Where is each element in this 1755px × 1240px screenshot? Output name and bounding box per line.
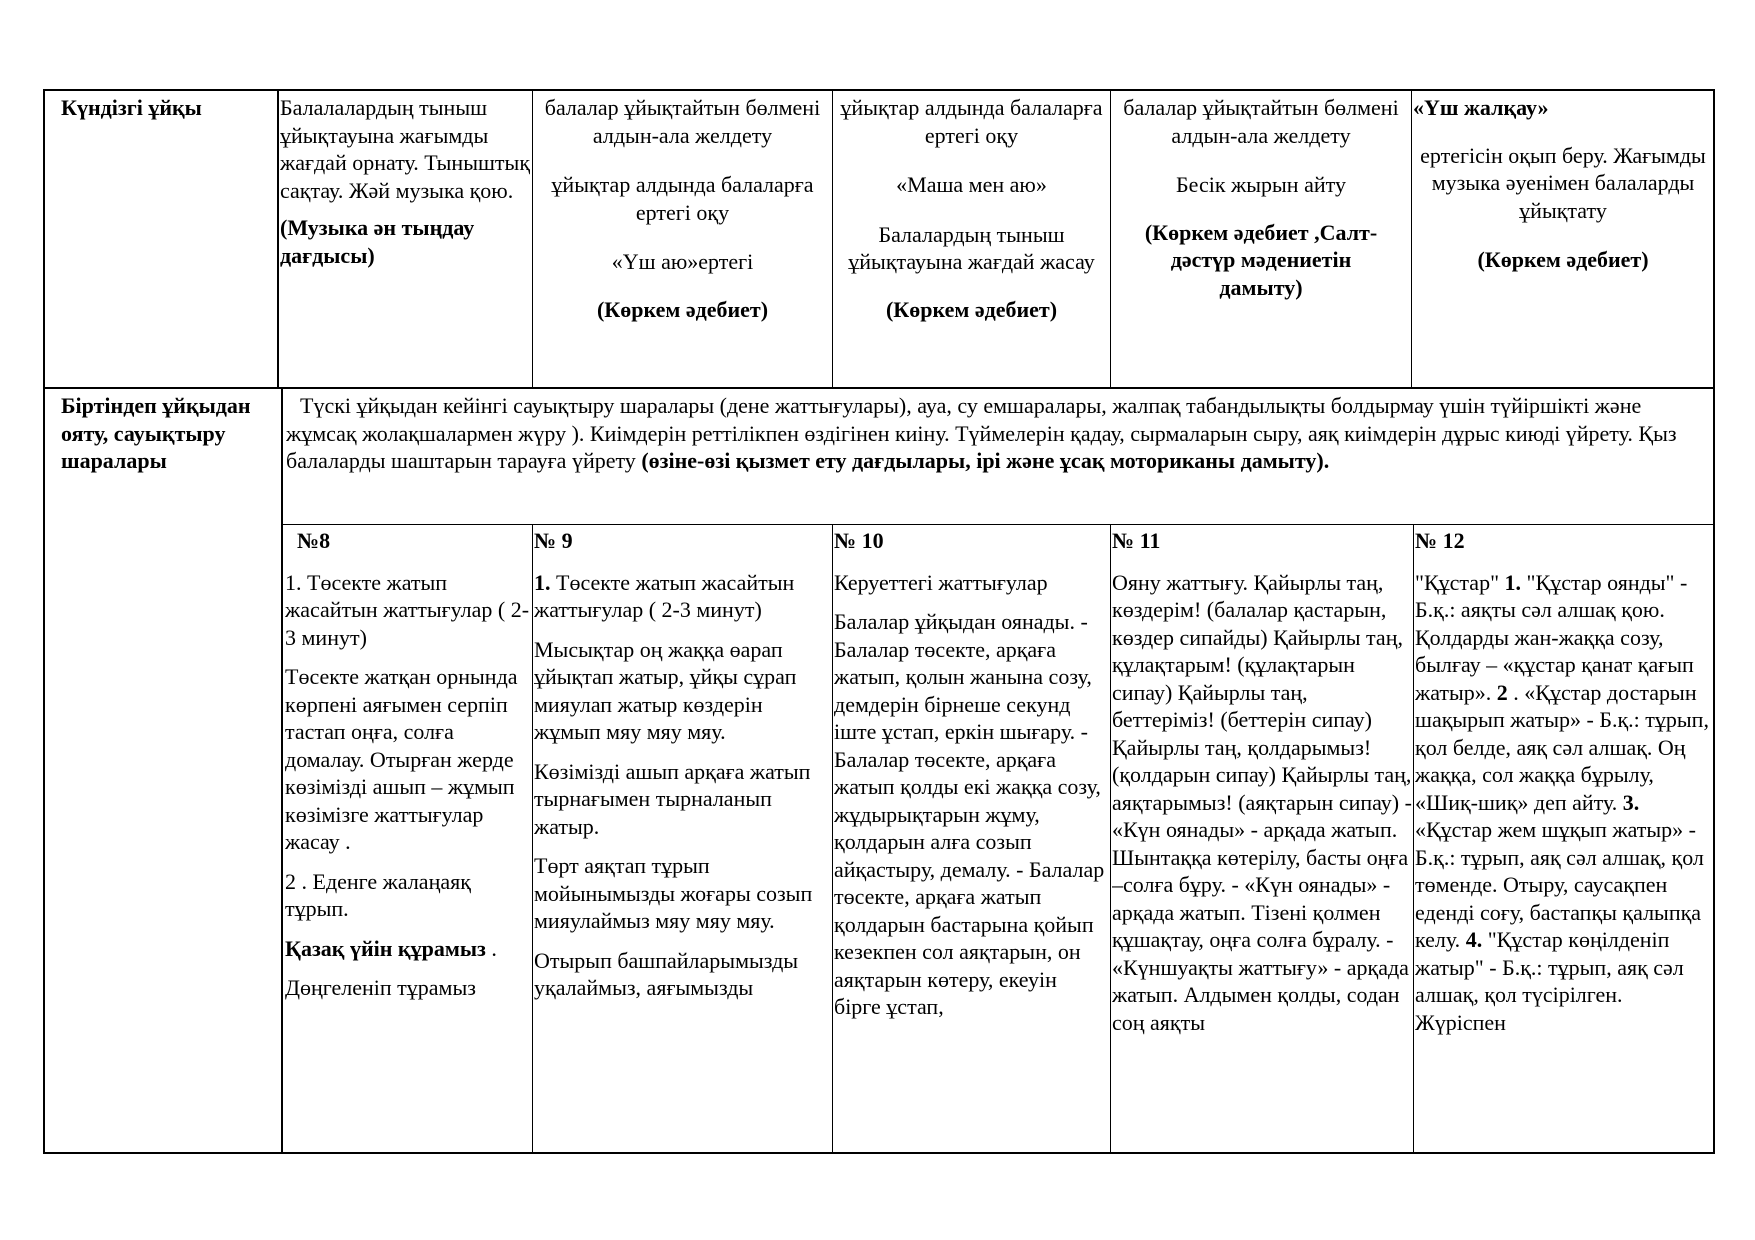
exercise-text: 1. Төсекте жатып жасайтын жаттығулар ( 2-3 минут)	[285, 569, 530, 650]
exercise-number: № 12	[1415, 528, 1465, 553]
subtitle-tail: .	[485, 935, 497, 961]
text-segment: «Құстар жем шұқып жатыр» - Б.қ.: тұрып, аяқ сәл алшақ, қол төменде. Отыру, саусақпен еденді соғу, бастапқы қалыпқа келу.	[1415, 817, 1704, 952]
table-border-top	[43, 89, 1715, 91]
exercise-col-11	[1112, 527, 1412, 1152]
col-divider-2-upper	[832, 89, 833, 389]
step-number: 1.	[534, 569, 551, 595]
exercise-text	[534, 569, 831, 624]
exercise-text: Керуеттегі жаттығулар	[834, 569, 1048, 595]
row-label-text: Күндізгі ұйқы	[61, 95, 202, 120]
cell-text: ертегісін оқып беру. Жағымды музыка әуенімен балаларды ұйықтату	[1420, 142, 1706, 223]
cell-text: Балалалардың тыныш ұйықтауына жағымды жағдай орнату. Тыныштық сақтау. Жәй музыка қою.	[280, 95, 530, 203]
cell-category: (Көркем әдебиет)	[1477, 247, 1649, 272]
cell-text: балалар ұйықтайтын бөлмені алдын-ала желдету	[544, 95, 821, 148]
col-divider-1-lower	[532, 524, 533, 1154]
exercise-text: Отырып башпайларымызды уқалаймыз, аяғымызды	[534, 947, 799, 1000]
row-divider-1	[43, 387, 1715, 389]
sleep-cell-2	[534, 94, 831, 335]
cell-category: (Музыка ән тыңдау дағдысы)	[280, 215, 475, 268]
step-number: 1.	[1504, 569, 1522, 595]
cell-text: балалар ұйықтайтын бөлмені алдын-ала желдету	[1123, 95, 1399, 148]
exercise-text: Төрт аяқтап тұрып мойынымызды жоғары созып мияулаймыз мяу мяу мяу.	[534, 853, 813, 933]
cell-text: Бесік жырын айту	[1176, 172, 1346, 197]
exercise-text: Дөңгеленіп тұрамыз	[285, 975, 476, 1000]
exercise-text: Балалар ұйқыдан оянады. - Балалар төсекте, арқаға жатып, қолын жанына созу, демдерін бірнеше секунд іште ұстап, еркін шығару. - Балалар төсекте, арқаға жатып қолды екі жаққа созу, жұдырықтарын жұму, қолдарын алға созып айқастыру, демалу. - Балалар төсекте, арқаға жатып қолдарын бастарына қойып кезекпен сол аяқтарын, он аяқтарын көтеру, екеуін бірге ұстап,	[834, 609, 1105, 1019]
cell-text: ұйықтар алдында балаларға ертегі оқу	[840, 95, 1103, 148]
intro-category: (өзіне-өзі қызмет ету дағдылары, ірі және ұсақ моториканы дамыту).	[641, 448, 1330, 473]
exercise-number: № 11	[1112, 528, 1161, 553]
text-segment: "Құстар оянды" - Б.қ.: аяқты сәл алшақ қою. Қолдарды жан-жаққа созу, былғау – «құстар қанат қағып жатыр».	[1415, 569, 1694, 705]
label-column-divider-lower	[281, 387, 283, 1154]
cell-text: Балалардың тыныш ұйықтауына жағдай жасау	[848, 221, 1095, 274]
table-border-right	[1713, 89, 1715, 1154]
exercise-text	[1415, 569, 1712, 1037]
exercise-text: Мысықтар оң жаққа өарап ұйықтап жатыр, ұйқы сұрап мияулап жатыр көздерін жұмып мяу мяу мяу.	[534, 636, 797, 744]
cell-text: «Үш аю»ертегі	[611, 249, 754, 274]
cell-text: ұйықтар алдында балаларға ертегі оқу	[551, 172, 814, 225]
col-divider-3-upper	[1110, 89, 1111, 389]
col-divider-4-lower	[1413, 524, 1414, 1154]
cell-category: (Көркем әдебиет ,Салт-дәстүр мәдениетін дамыту)	[1144, 219, 1378, 300]
row-divider-2	[283, 524, 1715, 525]
col-divider-4-upper	[1411, 89, 1412, 389]
exercise-col-8	[285, 527, 531, 1152]
step-number: 3.	[1622, 789, 1640, 815]
col-divider-3-lower	[1110, 524, 1111, 1154]
exercise-col-9	[534, 527, 831, 1152]
exercise-text: Ояну жаттығу. Қайырлы таң, көздерім! (балалар қастарын, көздер сипайды) Қайырлы таң, құлақтарым! (құлақтарын сипау) Қайырлы таң, беттеріміз! (беттерін сипау) Қайырлы таң, қолдарымыз! (қолдарын сипау) Қайырлы таң, аяқтарымыз! (аяқтарын сипау) - «Күн оянады» - арқада жатып. Шынтаққа көтерілу, басты оңға –солға бұру. - «Күн оянады» - арқада жатып. Тізені қолмен құшақтау, оңға солға бұралу. - «Күншуақты жаттығу» - арқада жатып. Алдымен қолды, содан соң аяқты	[1112, 569, 1412, 1035]
cell-category: (Көркем әдебиет)	[596, 296, 769, 322]
col-divider-2-lower	[832, 524, 833, 1154]
text-segment: "Құстар көңілденіп жатыр" - Б.қ.: тұрып, аяқ сәл алшақ, қол түсірілген. Жүріспен	[1415, 927, 1684, 1035]
sleep-cell-3	[834, 94, 1109, 335]
label-column-divider-upper	[277, 89, 279, 389]
waking-intro	[286, 392, 1711, 475]
story-title: «Үш жалқау»	[1413, 95, 1549, 120]
step-text: Төсекте жатып жасайтын жаттығулар ( 2-3 минут)	[534, 569, 795, 622]
exercise-col-12	[1415, 527, 1712, 1152]
exercise-number: № 9	[534, 528, 573, 553]
subtitle-bold: Қазақ үйін құрамыз	[285, 935, 486, 961]
exercise-text: Көзімізді ашып арқаға жатып тырнағымен тырналанып жатыр.	[534, 758, 811, 839]
text-segment: "Құстар"	[1415, 569, 1505, 595]
exercise-text: Төсекте жатқан орнында көрпені аяғымен серпіп тастап оңға, солға домалау. Отырған жерде көзімізді ашып – жұмып көзімізге жаттығулар жасау .	[285, 664, 518, 854]
row-label-gradual-waking	[61, 392, 276, 475]
row-label-text: Біртіндеп ұйқыдан ояту, сауықтыру шаралары	[61, 393, 251, 473]
cell-category: (Көркем әдебиет)	[885, 296, 1058, 322]
exercise-subtitle	[285, 935, 531, 963]
exercise-number: № 10	[834, 528, 884, 553]
sleep-cell-5	[1413, 94, 1713, 286]
row-label-daytime-sleep	[61, 94, 271, 122]
exercise-col-10	[834, 527, 1109, 1152]
sleep-cell-4	[1112, 94, 1410, 313]
exercise-text: 2 . Еденге жалаңаяқ тұрып.	[285, 868, 471, 921]
table-border-left	[43, 89, 45, 1154]
col-divider-1-upper	[532, 89, 533, 389]
step-number: 4.	[1465, 927, 1483, 952]
cell-text: «Маша мен аю»	[896, 172, 1047, 197]
intro-text: Түскі ұйқыдан кейінгі сауықтыру шаралары (дене жаттығулары), ауа, су емшаралары, жалпақ табандылықты болдырмау үшін түйіршікті және жұмсақ жолақшалармен жүру ). Киімдерін реттілікпен өздігінен киіну. Түймелерін қадау, сырмаларын сыру, аяқ киімдерін дұрыс киюді үйрету. Қыз балаларды шаштарын тарауға үйрету	[286, 393, 1677, 473]
text-segment: . «Құстар достарын шақырып жатыр» - Б.қ.: тұрып, қол белде, аяқ сәл алшақ. Оң жаққа, сол жаққа бұрылу, «Шиқ-шиқ» деп айту.	[1415, 679, 1709, 815]
step-number: 2	[1496, 679, 1508, 705]
exercise-number: №8	[297, 528, 331, 553]
table-border-bottom	[43, 1152, 1715, 1154]
sleep-cell-1	[280, 94, 530, 281]
